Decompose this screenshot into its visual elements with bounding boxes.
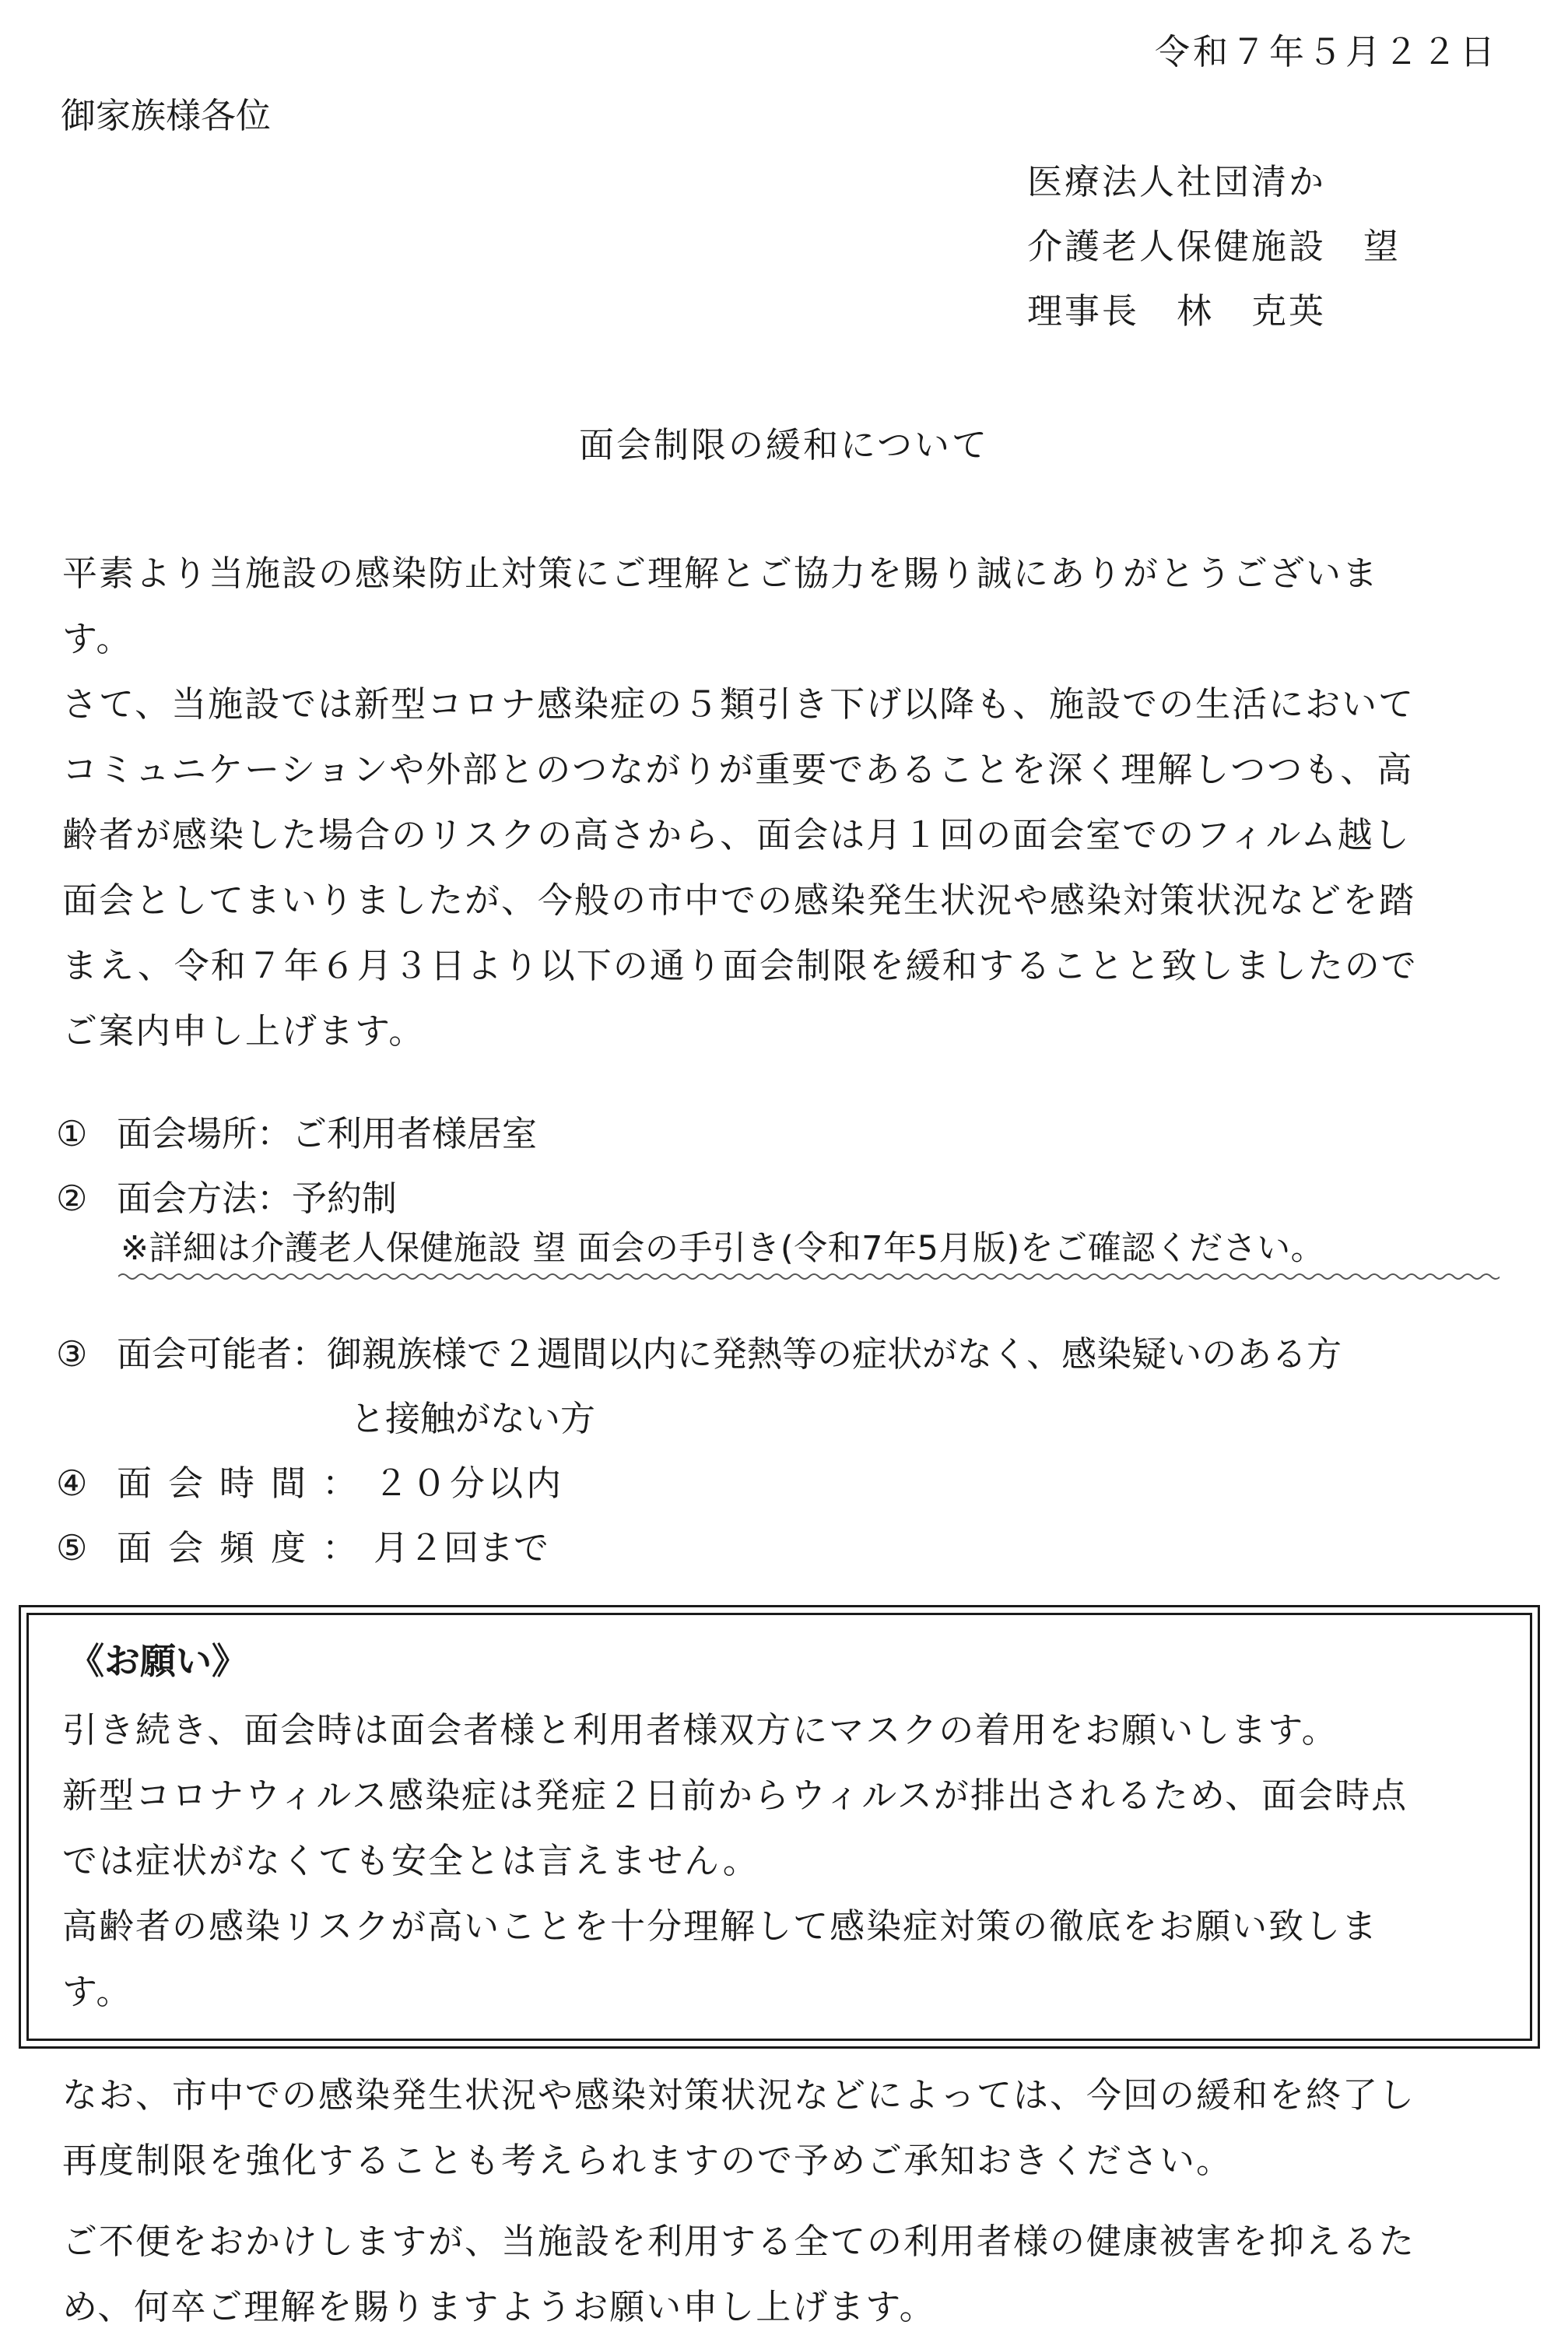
intro-line: さて、当施設では新型コロナ感染症の５類引き下げ以降も、施設での生活において — [62, 683, 1415, 725]
request-heading: 《お願い》 — [68, 1640, 247, 1682]
item-value: ご利用者様居室 — [292, 1113, 538, 1154]
request-line: 引き続き、面会時は面会者様と利用者様双方にマスクの着用をお願いします。 — [62, 1709, 1338, 1751]
eligible-visitors-continuation: と接触がない方 — [350, 1398, 596, 1439]
item-number: ③ — [56, 1333, 88, 1375]
intro-line: まえ、令和７年６月３日より以下の通り面会制限を緩和することと致しましたので — [62, 945, 1418, 986]
document-title: 面会制限の緩和について — [578, 424, 990, 465]
closing-line: なお、市中での感染発生状況や感染対策状況などによっては、今回の緩和を終了し — [62, 2074, 1416, 2116]
sender-director: 理事長 林 克英 — [1027, 290, 1327, 332]
visit-frequency-item — [56, 1519, 549, 1570]
wavy-underline — [118, 1271, 1500, 1282]
intro-line: 平素より当施設の感染防止対策にご理解とご協力を賜り誠にありがとうございま — [62, 553, 1380, 594]
closing-line: 再度制限を強化することも考えられますので予めご承知おきください。 — [62, 2140, 1233, 2181]
document-date: 令和７年５月２２日 — [1154, 31, 1498, 72]
visit-location-item — [56, 1105, 537, 1156]
request-line: では症状がなくても安全とは言えません。 — [62, 1840, 759, 1881]
item-value: 予約制 — [292, 1178, 398, 1219]
item-number: ① — [56, 1113, 88, 1154]
visit-guide-note: ※詳細は介護老人保健施設 望 面会の手引き(令和7年5月版)をご確認ください。 — [121, 1229, 1325, 1268]
request-box-inner-border — [26, 1613, 1532, 2041]
recipient: 御家族様各位 — [61, 95, 272, 136]
request-line: す。 — [62, 1971, 133, 2012]
item-label: 面会場所： — [117, 1113, 293, 1154]
request-line: 高齢者の感染リスクが高いことを十分理解して感染症対策の徹底をお願い致しま — [62, 1905, 1379, 1947]
closing-line: め、何卒ご理解を賜りますようお願い申し上げます。 — [62, 2286, 936, 2327]
item-value: 御親族様で２週間以内に発熱等の症状がなく、感染疑いのある方 — [327, 1333, 1342, 1375]
visit-duration-item — [56, 1455, 564, 1505]
intro-line: す。 — [62, 618, 133, 659]
sender-facility: 介護老人保健施設 望 — [1027, 226, 1401, 267]
item-label: 面会時間： — [117, 1463, 374, 1504]
item-number: ④ — [56, 1463, 88, 1504]
intro-line: 面会としてまいりましたが、今般の市中での感染発生状況や感染対策状況などを踏 — [62, 880, 1416, 921]
sender-organization: 医療法人社団清か — [1027, 161, 1327, 202]
eligible-visitors-item — [56, 1326, 1342, 1376]
request-line: 新型コロナウィルス感染症は発症２日前からウィルスが排出されるため、面会時点 — [62, 1775, 1408, 1816]
item-number: ② — [56, 1178, 88, 1219]
intro-line: コミュニケーションや外部とのつながりが重要であることを深く理解しつつも、高 — [62, 749, 1414, 790]
item-number: ⑤ — [56, 1527, 88, 1568]
visit-method-item — [56, 1170, 397, 1220]
intro-line: 齢者が感染した場合のリスクの高さから、面会は月１回の面会室でのフィルム越し — [62, 814, 1411, 855]
item-label: 面会方法： — [117, 1178, 293, 1219]
item-value: 月２回まで — [374, 1527, 549, 1568]
closing-line: ご不便をおかけしますが、当施設を利用する全ての利用者様の健康被害を抑えるた — [62, 2221, 1416, 2262]
intro-line: ご案内申し上げます。 — [62, 1010, 426, 1052]
item-label: 面会可能者： — [117, 1333, 328, 1375]
item-value: ２０分以内 — [374, 1463, 565, 1504]
item-label: 面会頻度： — [117, 1527, 374, 1568]
